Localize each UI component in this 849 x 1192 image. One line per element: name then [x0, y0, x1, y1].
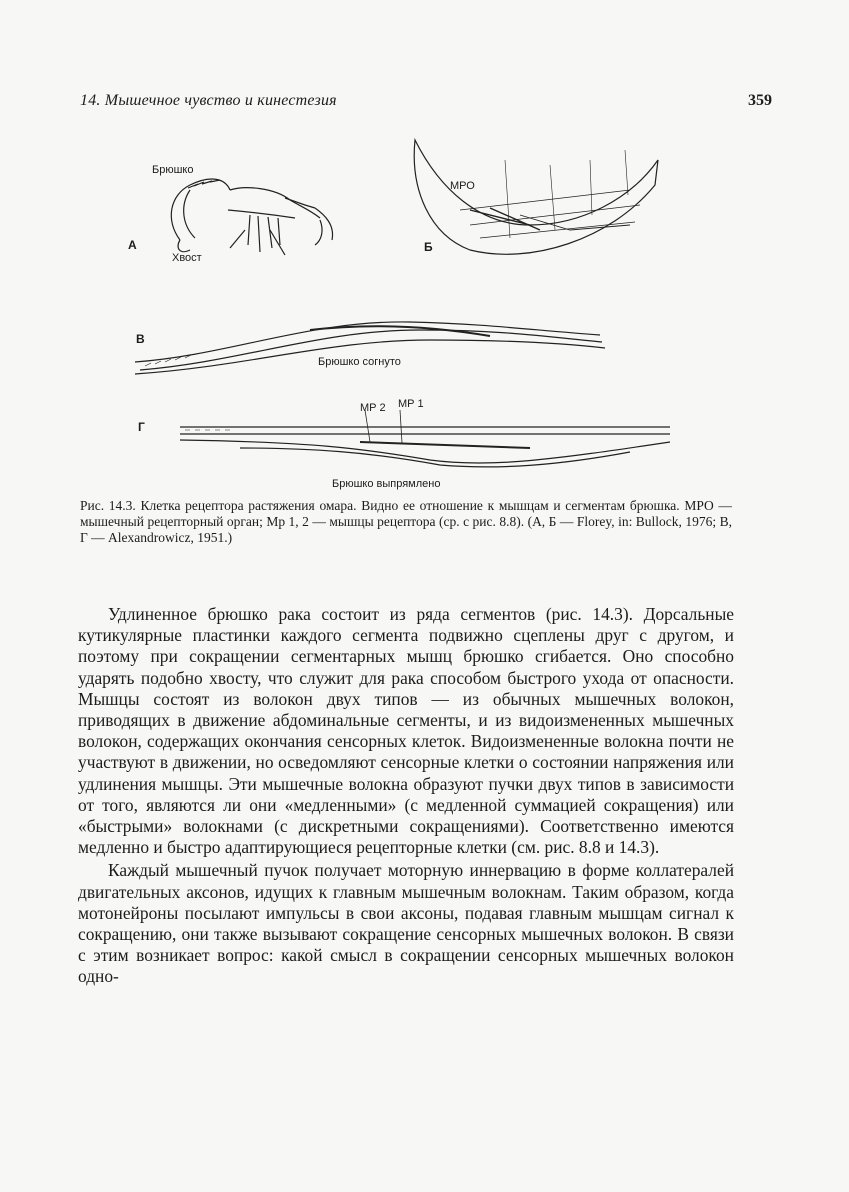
- figure-drawing: [110, 130, 730, 495]
- chapter-title: 14. Мышечное чувство и кинестезия: [80, 92, 337, 109]
- label-abdomen-bent: Брюшко согнуто: [318, 356, 401, 368]
- page-number: 359: [748, 92, 772, 109]
- label-tail: Хвост: [172, 252, 202, 264]
- panel-label-a: А: [128, 238, 137, 252]
- page-header: [80, 92, 772, 114]
- panel-label-b: Б: [424, 240, 433, 254]
- label-mro: МРО: [450, 180, 475, 192]
- label-mp1: МР 1: [398, 398, 424, 410]
- lobster-drawing: [171, 179, 332, 255]
- label-mp2: МР 2: [360, 402, 386, 414]
- figure-14-3: [110, 130, 730, 495]
- body-text: [78, 604, 734, 988]
- label-abdomen: Брюшко: [152, 164, 194, 176]
- label-abdomen-straight: Брюшко выпрямлено: [332, 478, 441, 490]
- panel-label-v: В: [136, 332, 145, 346]
- paragraph-1: Удлиненное брюшко рака состоит из ряда сегментов (рис. 14.3). Дорсальные кутикулярные пластинки каждого сегмента подвижно сцеплены друг с другом, и поэтому при сокращении сегментарных мышц брюшко сгибается. Оно способно ударять подобно хвосту, что служит для рака способом быстрого ухода от опасности. Мышцы состоят из волокон двух типов — из обычных мышечных волокон, приводящих в движение абдоминальные сегменты, и из видоизмененных мышечных волокон, содержащих окончания сенсорных клеток. Видоизмененные волокна почти не участвуют в движении, но осведомляют сенсорные клетки о состоянии напряжения или удлинения мышцы. Эти мышечные волокна образуют пучки двух типов в зависимости от того, являются ли они «медленными» (с медленной суммацией сокращения) или «быстрыми» волокнами (с дискретными сокращениями). Соответственно имеются медленно и быстро адаптирующиеся рецепторные клетки (см. рис. 8.8 и 14.3).: [78, 604, 734, 858]
- paragraph-2: Каждый мышечный пучок получает моторную иннервацию в форме коллатералей двигательных аксонов, идущих к главным мышечным волокнам. Таким образом, когда мотонейроны посылают импульсы в свои аксоны, подавая главным мышцам сигнал к сокращению, они также вызывают сокращение сенсорных мышечных волокон. В связи с этим возникает вопрос: какой смысл в сокращении сенсорных мышечных волокон одно-: [78, 860, 734, 987]
- straight-abdomen-drawing: [180, 410, 670, 467]
- panel-label-g: Г: [138, 420, 145, 434]
- abdomen-segment-drawing: [414, 140, 658, 254]
- figure-caption: Рис. 14.3. Клетка рецептора растяжения омара. Видно ее отношение к мышцам и сегментам брюшка. МРО — мышечный рецепторный орган; Мр 1, 2 — мышцы рецептора (ср. с рис. 8.8). (А, Б — Florey, in: Bullock, 1976; В, Г — Alexandrowicz, 1951.): [80, 498, 732, 545]
